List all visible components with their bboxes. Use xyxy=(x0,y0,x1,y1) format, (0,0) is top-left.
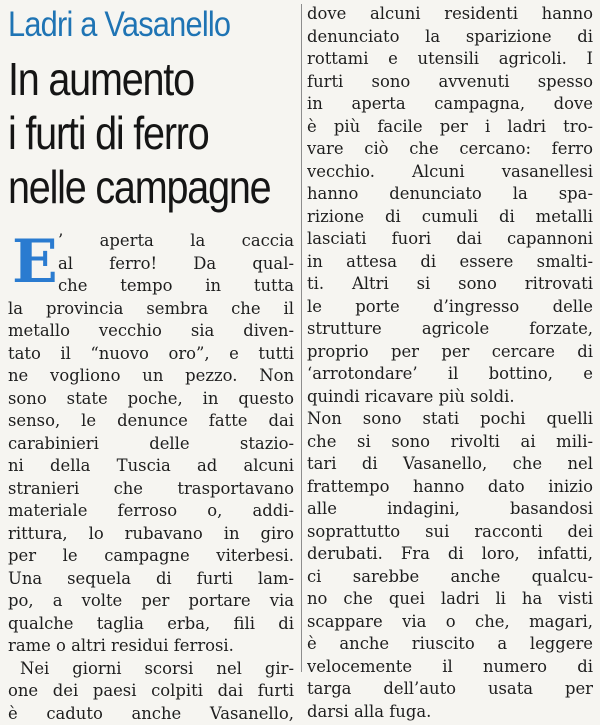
body-line: ’ aperta la caccia xyxy=(58,230,294,253)
body-line: no che quei ladri li ha visti xyxy=(307,588,593,611)
body-line: in attesa di essere smalti- xyxy=(307,251,593,274)
body-line: velocemente il numero di xyxy=(307,656,593,679)
dropcap: E xyxy=(12,234,58,290)
body-line: Non sono stati pochi quelli xyxy=(307,408,593,431)
body-line: scappare via o che, magari, xyxy=(307,611,593,634)
body-line: ci sarebbe anche qualcu- xyxy=(307,566,593,589)
body-line: ti. Altri si sono ritrovati xyxy=(307,273,593,296)
body-line: ne vogliono un pezzo. Non xyxy=(8,365,294,388)
body-line: dove alcuni residenti hanno xyxy=(307,3,593,26)
body-line: Nei giorni scorsi nel gir- xyxy=(8,658,294,681)
body-line: soprattutto sui racconti dei xyxy=(307,521,593,544)
body-line: proprio per per cercare di xyxy=(307,341,593,364)
body-line: è anche riuscito a leggere xyxy=(307,633,593,656)
dropcap-paragraph xyxy=(8,230,294,298)
body-line: targa dell’auto usata per xyxy=(307,678,593,701)
body-line: le porte d’ingresso delle xyxy=(307,296,593,319)
kicker: Ladri a Vasanello xyxy=(8,4,263,46)
body-line: rizione di cumuli di metalli xyxy=(307,206,593,229)
body-line: one dei paesi colpiti dai furti xyxy=(8,680,294,703)
body-line: denunciato la sparizione di xyxy=(307,26,593,49)
body-line: tari di Vasanello, che nel xyxy=(307,453,593,476)
headline-line: nelle campagne xyxy=(8,160,292,214)
body-line: quindi ricavare più soldi. xyxy=(307,386,593,409)
body-line: in aperta campagna, dove xyxy=(307,93,593,116)
body-line: materiale ferroso o, addi- xyxy=(8,500,294,523)
body-line: furti sono avvenuti spesso xyxy=(307,71,593,94)
body-line: vare ciò che cercano: ferro xyxy=(307,138,593,161)
body-line: la provincia sembra che il xyxy=(8,298,294,321)
body-line: lasciati fuori dai capannoni xyxy=(307,228,593,251)
body-line: rame o altri residui ferrosi. xyxy=(8,635,294,658)
headline-line: In aumento xyxy=(8,52,292,106)
headline-line: i furti di ferro xyxy=(8,106,292,160)
body-line: Una sequela di furti lam- xyxy=(8,568,294,591)
body-line: è caduto anche Vasanello, xyxy=(8,703,294,725)
body-line: al ferro! Da qual- xyxy=(58,253,294,276)
body-line: rittura, lo rubavano in giro xyxy=(8,523,294,546)
body-line: per le campagne viterbesi. xyxy=(8,545,294,568)
article-body-left xyxy=(8,230,294,725)
body-line: alle indagini, basandosi xyxy=(307,498,593,521)
body-line: che tempo in tutta xyxy=(58,275,294,298)
body-line: hanno denunciato la spa- xyxy=(307,183,593,206)
body-line: rottami e utensili agricoli. I xyxy=(307,48,593,71)
body-line: qualche taglia erba, fili di xyxy=(8,613,294,636)
body-line: stranieri che trasportavano xyxy=(8,478,294,501)
body-line: frattempo hanno dato inizio xyxy=(307,476,593,499)
body-line: darsi alla fuga. xyxy=(307,701,593,724)
body-line: vecchio. Alcuni vasanellesi xyxy=(307,161,593,184)
article-body-right xyxy=(307,3,593,723)
body-line: è più facile per i ladri tro- xyxy=(307,116,593,139)
body-line: tato il “nuovo oro”, e tutti xyxy=(8,343,294,366)
body-line: po, a volte per portare via xyxy=(8,590,294,613)
body-line: derubati. Fra di loro, infatti, xyxy=(307,543,593,566)
body-line: carabinieri delle stazio- xyxy=(8,433,294,456)
body-line: metallo vecchio sia diven- xyxy=(8,320,294,343)
body-line: ni della Tuscia ad alcuni xyxy=(8,455,294,478)
body-line: che si sono rivolti ai mili- xyxy=(307,431,593,454)
body-line: ‘arrotondare’ il bottino, e xyxy=(307,363,593,386)
column-divider xyxy=(301,4,302,672)
body-line: strutture agricole forzate, xyxy=(307,318,593,341)
body-line: senso, le denunce fatte dai xyxy=(8,410,294,433)
body-line: sono state poche, in questo xyxy=(8,388,294,411)
headline xyxy=(8,52,292,214)
